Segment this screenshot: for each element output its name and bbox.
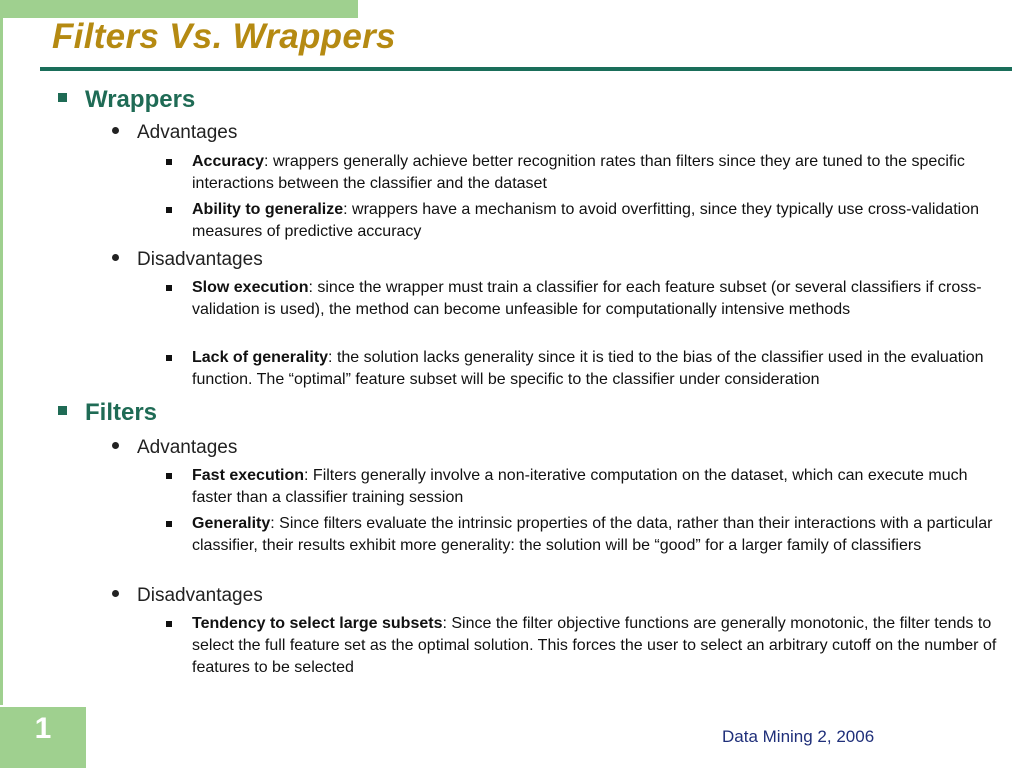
list-item [192, 277, 1004, 321]
item-term: Lack of generality [192, 349, 329, 366]
footer-text: Data Mining 2, 2006 [722, 727, 875, 746]
item-term: Slow execution [192, 279, 309, 296]
item-text: : Since filters evaluate the intrinsic properties of the data, rather than their interactions with a particular classifier, their results exhibit more generality: the solution will be “good” for a larger family of classifiers [192, 515, 993, 554]
page-number: 1 [0, 707, 86, 768]
list-item [192, 347, 1004, 391]
list-item [192, 613, 1004, 679]
group-label-filters-disadvantages: Disadvantages [112, 585, 263, 607]
group-label-wrappers-advantages: Advantages [112, 122, 237, 144]
item-text: : the solution lacks generality since it is tied to the bias of the classifier used in the evaluation function. The “optimal” feature subset will be specific to the classifier under consideration [192, 349, 984, 388]
small-square-bullet-icon [166, 159, 172, 165]
slide-title: Filters Vs. Wrappers [52, 17, 396, 56]
list-item [192, 199, 1004, 243]
small-square-bullet-icon [166, 521, 172, 527]
small-square-bullet-icon [166, 207, 172, 213]
small-square-bullet-icon [166, 355, 172, 361]
item-term: Generality [192, 515, 271, 532]
small-square-bullet-icon [166, 621, 172, 627]
small-square-bullet-icon [166, 473, 172, 479]
list-item [192, 513, 1004, 557]
square-bullet-icon [58, 93, 67, 102]
item-text: : Filters generally involve a non-iterative computation on the dataset, which can execute much faster than a classifier training session [192, 467, 968, 506]
item-term: Ability to generalize [192, 201, 344, 218]
section-heading-wrappers: Wrappers [58, 86, 195, 114]
item-text: : wrappers generally achieve better recognition rates than filters since they are tuned to the specific interactions between the classifier and the dataset [192, 153, 965, 192]
section-heading-filters: Filters [58, 399, 157, 427]
round-bullet-icon [112, 442, 119, 449]
item-term: Tendency to select large subsets [192, 615, 443, 632]
item-text: : wrappers have a mechanism to avoid overfitting, since they typically use cross-validation measures of predictive accuracy [192, 201, 979, 240]
list-item [192, 465, 1004, 509]
round-bullet-icon [112, 254, 119, 261]
list-item [192, 151, 1004, 195]
square-bullet-icon [58, 406, 67, 415]
item-term: Accuracy [192, 153, 265, 170]
item-text: : Since the filter objective functions are generally monotonic, the filter tends to select the full feature set as the optimal solution. This forces the user to select an arbitrary cutoff on the number of features to be selected [192, 615, 997, 676]
round-bullet-icon [112, 590, 119, 597]
small-square-bullet-icon [166, 285, 172, 291]
item-term: Fast execution [192, 467, 305, 484]
group-label-filters-advantages: Advantages [112, 437, 237, 459]
item-text: : since the wrapper must train a classifier for each feature subset (or several classifiers if cross-validation is used), the method can become unfeasible for computationally intensive methods [192, 279, 982, 318]
round-bullet-icon [112, 127, 119, 134]
group-label-wrappers-disadvantages: Disadvantages [112, 249, 263, 271]
